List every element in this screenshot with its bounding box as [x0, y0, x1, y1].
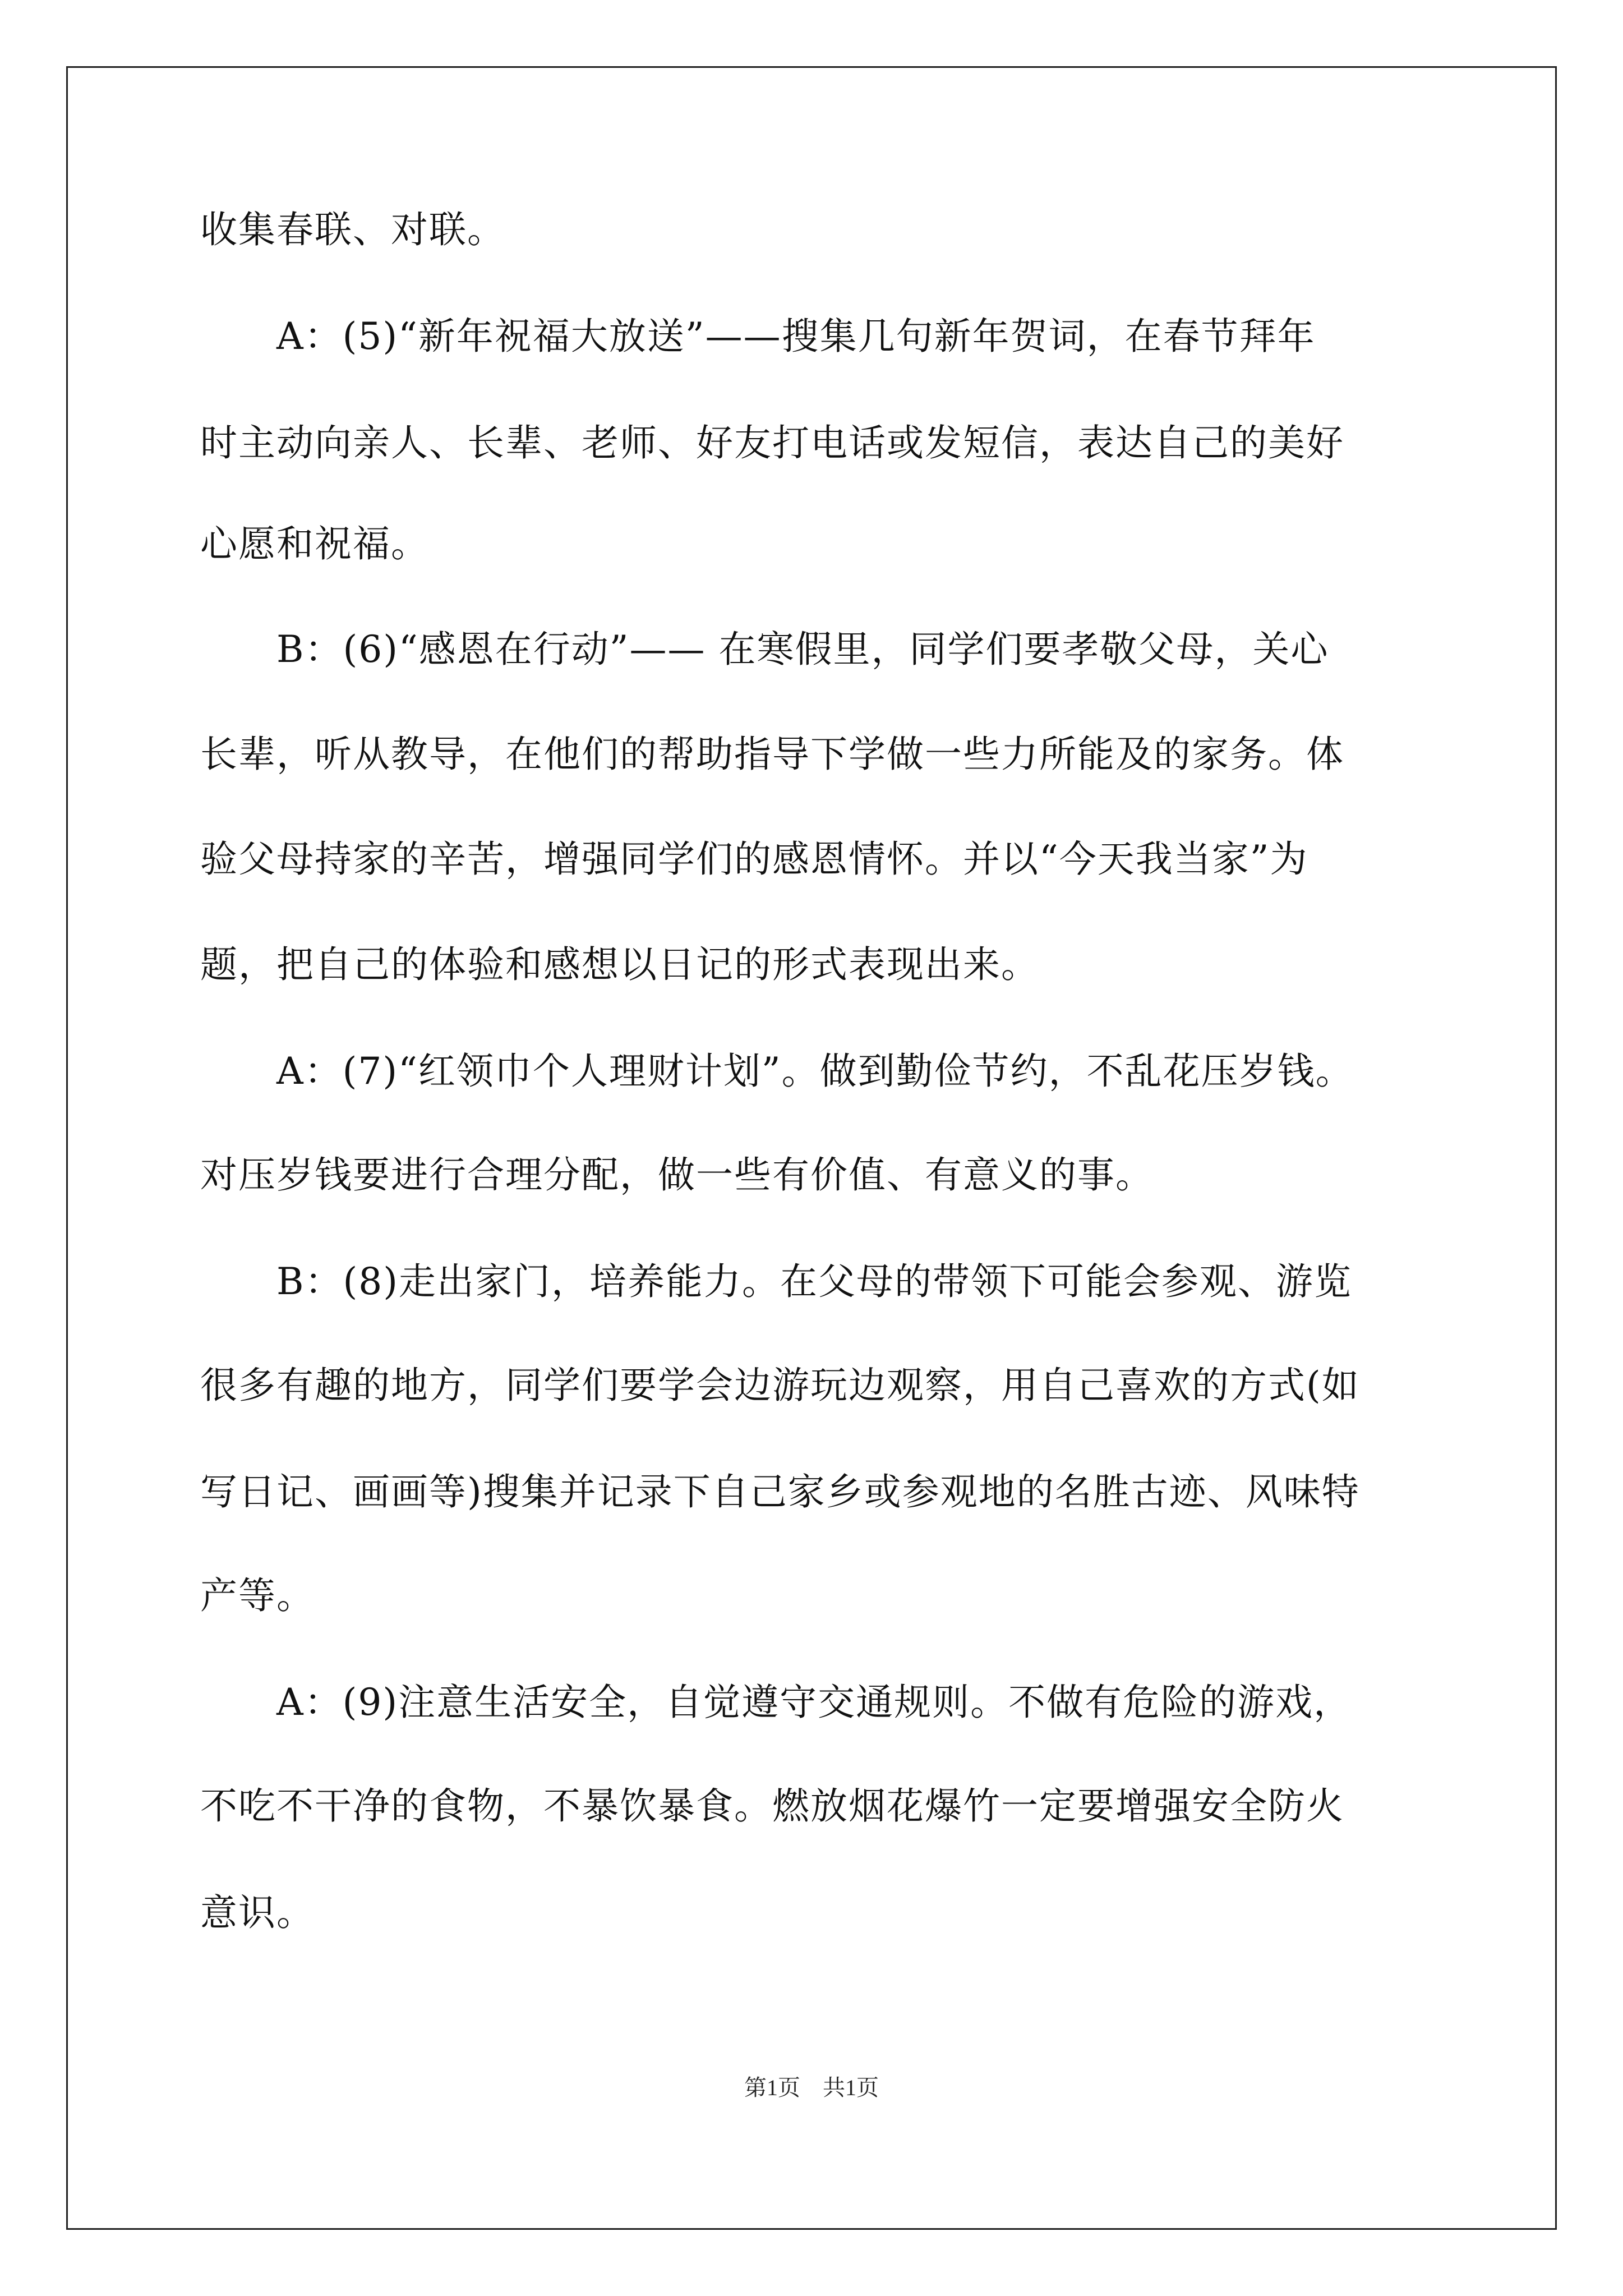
text-line: B：(8)走出家门，培养能力。在父母的带领下可能会参观、游览 [200, 1260, 1352, 1303]
text-line: 时主动向亲人、长辈、老师、好友打电话或发短信，表达自己的美好 [200, 421, 1344, 464]
text-line: 对压岁钱要进行合理分配，做一些有价值、有意义的事。 [200, 1153, 1154, 1197]
text-line: 意识。 [200, 1891, 315, 1934]
text-line: 很多有趣的地方，同学们要学会边游玩边观察，用自己喜欢的方式(如 [200, 1364, 1360, 1407]
text-line: 产等。 [200, 1574, 315, 1617]
text-line: A：(5)“新年祝福大放送”——搜集几句新年贺词，在春节拜年 [200, 315, 1316, 358]
text-line: 收集春联、对联。 [200, 208, 505, 251]
text-line: 验父母持家的辛苦，增强同学们的感恩情怀。并以“今天我当家”为 [200, 838, 1308, 881]
text-line: B：(6)“感恩在行动”—— 在寒假里，同学们要孝敬父母，关心 [200, 628, 1329, 671]
text-line: A：(7)“红领巾个人理财计划”。做到勤俭节约，不乱花压岁钱。 [200, 1050, 1354, 1093]
text-line: 写日记、画画等)搜集并记录下自己家乡或参观地的名胜古迹、风味特 [200, 1470, 1360, 1513]
text-line: 题，把自己的体验和感想以日记的形式表现出来。 [200, 943, 1039, 986]
text-line: 不吃不干净的食物，不暴饮暴食。燃放烟花爆竹一定要增强安全防火 [200, 1784, 1344, 1828]
text-line: A：(9)注意生活安全，自觉遵守交通规则。不做有危险的游戏， [200, 1681, 1352, 1724]
text-line: 心愿和祝福。 [200, 522, 429, 565]
page-number-footer: 第1页 共1页 [744, 2075, 879, 2100]
text-line: 长辈，听从教导，在他们的帮助指导下学做一些力所能及的家务。体 [200, 733, 1344, 776]
